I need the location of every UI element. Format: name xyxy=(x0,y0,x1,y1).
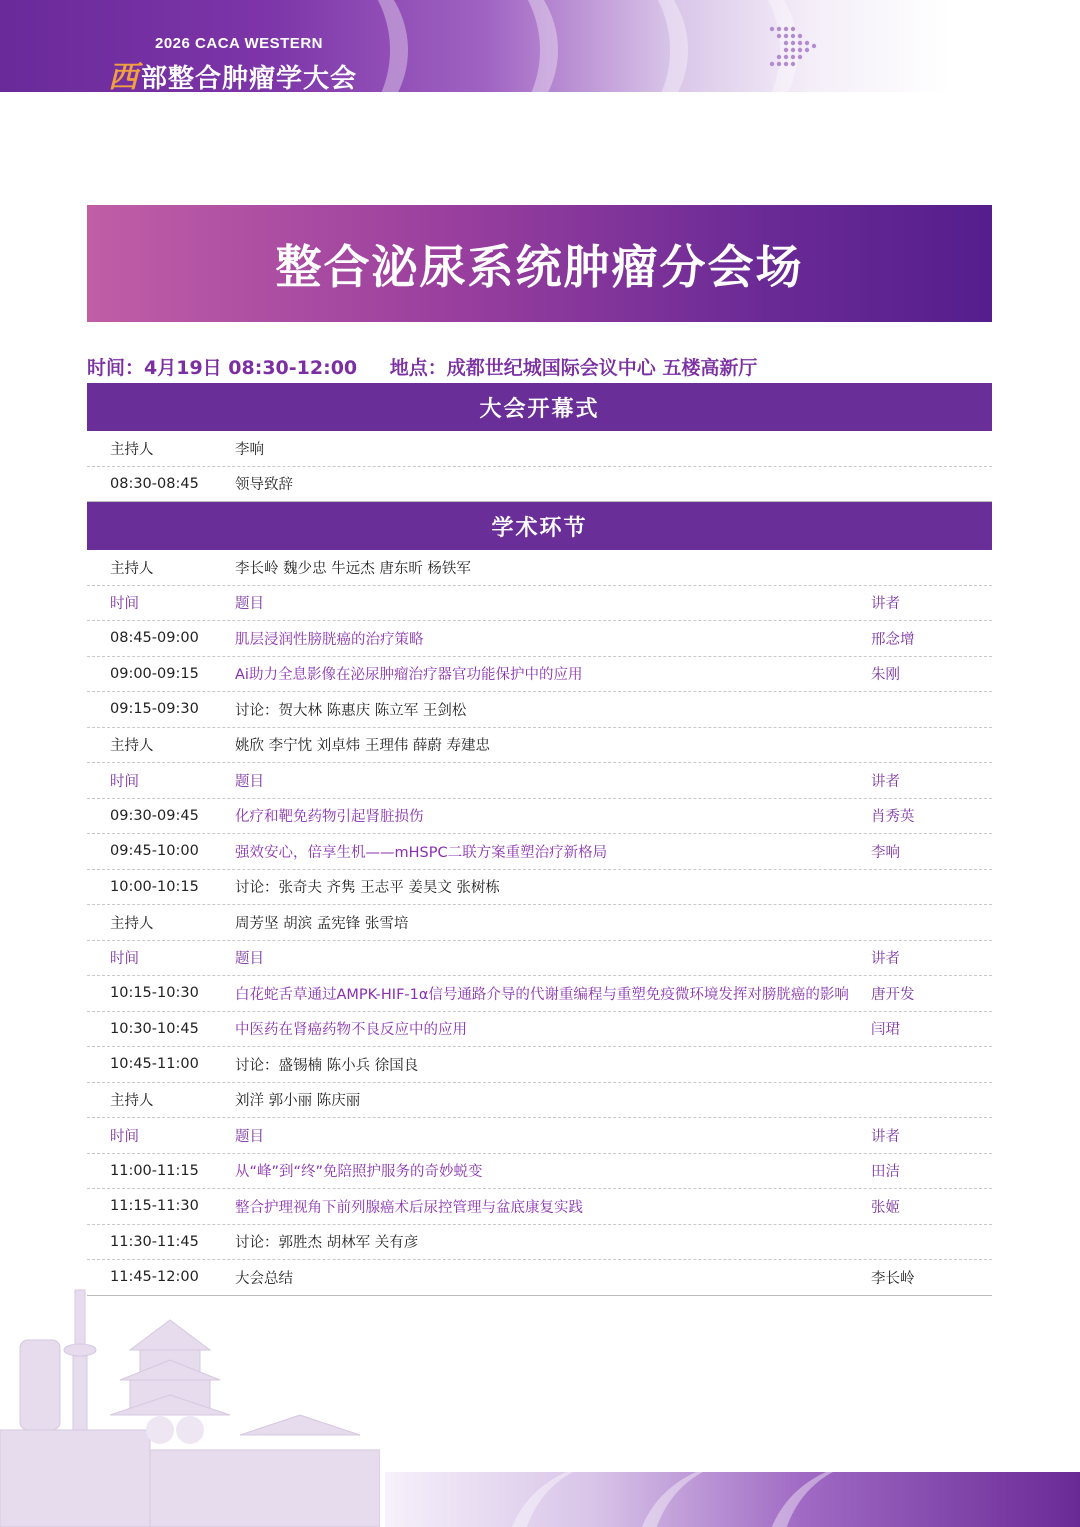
row-time: 主持人 xyxy=(110,915,154,932)
row-topic: 题目 xyxy=(235,596,264,613)
row-time: 11:15-11:30 xyxy=(110,1198,199,1215)
decorative-arc xyxy=(540,0,798,92)
row-time: 主持人 xyxy=(110,441,154,458)
row-topic: 周芳坚 胡滨 孟宪锋 张雪培 xyxy=(235,915,409,932)
row-topic: 大会总结 xyxy=(235,1270,293,1287)
row-topic: 强效安心，倍享生机——mHSPC二联方案重塑治疗新格局 xyxy=(235,844,608,861)
agenda-row xyxy=(87,870,992,906)
section-header-opening: 大会开幕式 xyxy=(87,383,992,431)
talk-row xyxy=(87,976,992,1012)
row-topic: 题目 xyxy=(235,773,264,790)
header-banner xyxy=(0,0,1080,92)
logo-subtitle: 2026 CACA WESTERN xyxy=(155,35,323,52)
row-topic: 从“峰”到“终”免陪照护服务的奇妙蜕变 xyxy=(235,1164,483,1181)
row-time: 08:30-08:45 xyxy=(110,475,199,492)
talk-row xyxy=(87,1012,992,1048)
row-time: 时间 xyxy=(110,596,139,613)
agenda-row xyxy=(87,728,992,764)
row-time: 10:45-11:00 xyxy=(110,1056,199,1073)
agenda-row xyxy=(87,1083,992,1119)
academic-rows xyxy=(87,550,992,1296)
row-time: 09:00-09:15 xyxy=(110,665,199,682)
row-time: 09:15-09:30 xyxy=(110,701,199,718)
time-label: 时间： xyxy=(87,357,145,379)
row-topic: 讨论：郭胜杰 胡林军 关有彦 xyxy=(235,1235,419,1252)
row-speaker: 邢念增 xyxy=(871,631,915,648)
row-topic: 刘洋 郭小丽 陈庆丽 xyxy=(235,1093,361,1110)
row-time: 11:30-11:45 xyxy=(110,1233,199,1250)
talk-row xyxy=(87,1154,992,1190)
agenda-row xyxy=(87,431,992,467)
row-speaker: 李长岭 xyxy=(871,1270,915,1287)
row-topic: 李长岭 魏少忠 牛远杰 唐东昕 杨铁军 xyxy=(235,560,471,577)
talk-row xyxy=(87,657,992,693)
agenda-row xyxy=(87,467,992,503)
city-skyline-illustration xyxy=(0,1280,380,1527)
place-label: 地点： xyxy=(389,357,447,379)
table-header-row xyxy=(87,586,992,622)
logo-mark: 西 xyxy=(108,60,139,92)
dot-arrow-icon xyxy=(768,25,820,67)
row-topic: 姚欣 李宁忱 刘卓炜 王理伟 薛蔚 寿建忠 xyxy=(235,738,491,755)
row-speaker: 张姬 xyxy=(871,1199,900,1216)
row-speaker: 田洁 xyxy=(871,1164,900,1181)
time-value: 4月19日 08:30-12:00 xyxy=(144,357,358,379)
talk-row xyxy=(87,621,992,657)
row-speaker: 唐开发 xyxy=(871,986,915,1003)
row-topic: 领导致辞 xyxy=(235,477,293,494)
table-header-row xyxy=(87,1118,992,1154)
row-time: 时间 xyxy=(110,1128,139,1145)
row-speaker: 讲者 xyxy=(871,1128,900,1145)
session-title-banner xyxy=(87,205,992,322)
row-topic: 讨论：盛锡楠 陈小兵 徐国良 xyxy=(235,1057,419,1074)
row-topic: 化疗和靶免药物引起肾脏损伤 xyxy=(235,809,424,826)
row-speaker: 讲者 xyxy=(871,596,900,613)
row-topic: Ai助力全息影像在泌尿肿瘤治疗器官功能保护中的应用 xyxy=(235,667,583,684)
row-topic: 整合护理视角下前列腺癌术后尿控管理与盆底康复实践 xyxy=(235,1199,583,1216)
row-time: 11:45-12:00 xyxy=(110,1269,199,1286)
row-time: 09:45-10:00 xyxy=(110,843,199,860)
row-speaker: 闫珺 xyxy=(871,1022,900,1039)
row-time: 时间 xyxy=(110,773,139,790)
row-time: 10:15-10:30 xyxy=(110,985,199,1002)
place-value: 成都世纪城国际会议中心 五楼高新厅 xyxy=(446,357,758,379)
agenda-row xyxy=(87,692,992,728)
row-time: 主持人 xyxy=(110,560,154,577)
agenda-row xyxy=(87,905,992,941)
logo-text: 部整合肿瘤学大会 xyxy=(141,64,358,92)
table-header-row xyxy=(87,763,992,799)
row-time: 主持人 xyxy=(110,1093,154,1110)
row-time: 08:45-09:00 xyxy=(110,630,199,647)
row-topic: 李响 xyxy=(235,441,264,458)
footer-banner xyxy=(385,1472,1080,1527)
talk-row xyxy=(87,834,992,870)
section-header-academic: 学术环节 xyxy=(87,502,992,550)
session-meta xyxy=(87,353,757,380)
row-topic: 题目 xyxy=(235,1128,264,1145)
opening-rows xyxy=(87,431,992,502)
row-time: 10:00-10:15 xyxy=(110,878,199,895)
row-time: 09:30-09:45 xyxy=(110,807,199,824)
agenda-table xyxy=(87,383,992,1296)
row-topic: 讨论：贺大林 陈惠庆 陈立军 王剑松 xyxy=(235,702,467,719)
agenda-row xyxy=(87,1047,992,1083)
session-title: 整合泌尿系统肿瘤分会场 xyxy=(275,239,804,294)
row-speaker: 讲者 xyxy=(871,951,900,968)
row-speaker: 肖秀英 xyxy=(871,809,915,826)
row-topic: 中医药在肾癌药物不良反应中的应用 xyxy=(235,1022,467,1039)
row-time: 主持人 xyxy=(110,738,154,755)
row-topic: 肌层浸润性膀胱癌的治疗策略 xyxy=(235,631,424,648)
row-time: 时间 xyxy=(110,951,139,968)
row-time: 10:30-10:45 xyxy=(110,1020,199,1037)
agenda-row xyxy=(87,550,992,586)
row-topic: 白花蛇舌草通过AMPK-HIF-1α信号通路介导的代谢重编程与重塑免疫微环境发挥对膀胱癌的影响 xyxy=(235,986,849,1003)
talk-row xyxy=(87,799,992,835)
row-speaker: 朱刚 xyxy=(871,667,900,684)
row-time: 11:00-11:15 xyxy=(110,1162,199,1179)
row-topic: 题目 xyxy=(235,951,264,968)
agenda-row xyxy=(87,1225,992,1261)
row-speaker: 李响 xyxy=(871,844,900,861)
talk-row xyxy=(87,1189,992,1225)
row-topic: 讨论：张奇夫 齐隽 王志平 姜昊文 张树栋 xyxy=(235,880,500,897)
conference-logo xyxy=(108,52,357,92)
row-speaker: 讲者 xyxy=(871,773,900,790)
table-header-row xyxy=(87,941,992,977)
